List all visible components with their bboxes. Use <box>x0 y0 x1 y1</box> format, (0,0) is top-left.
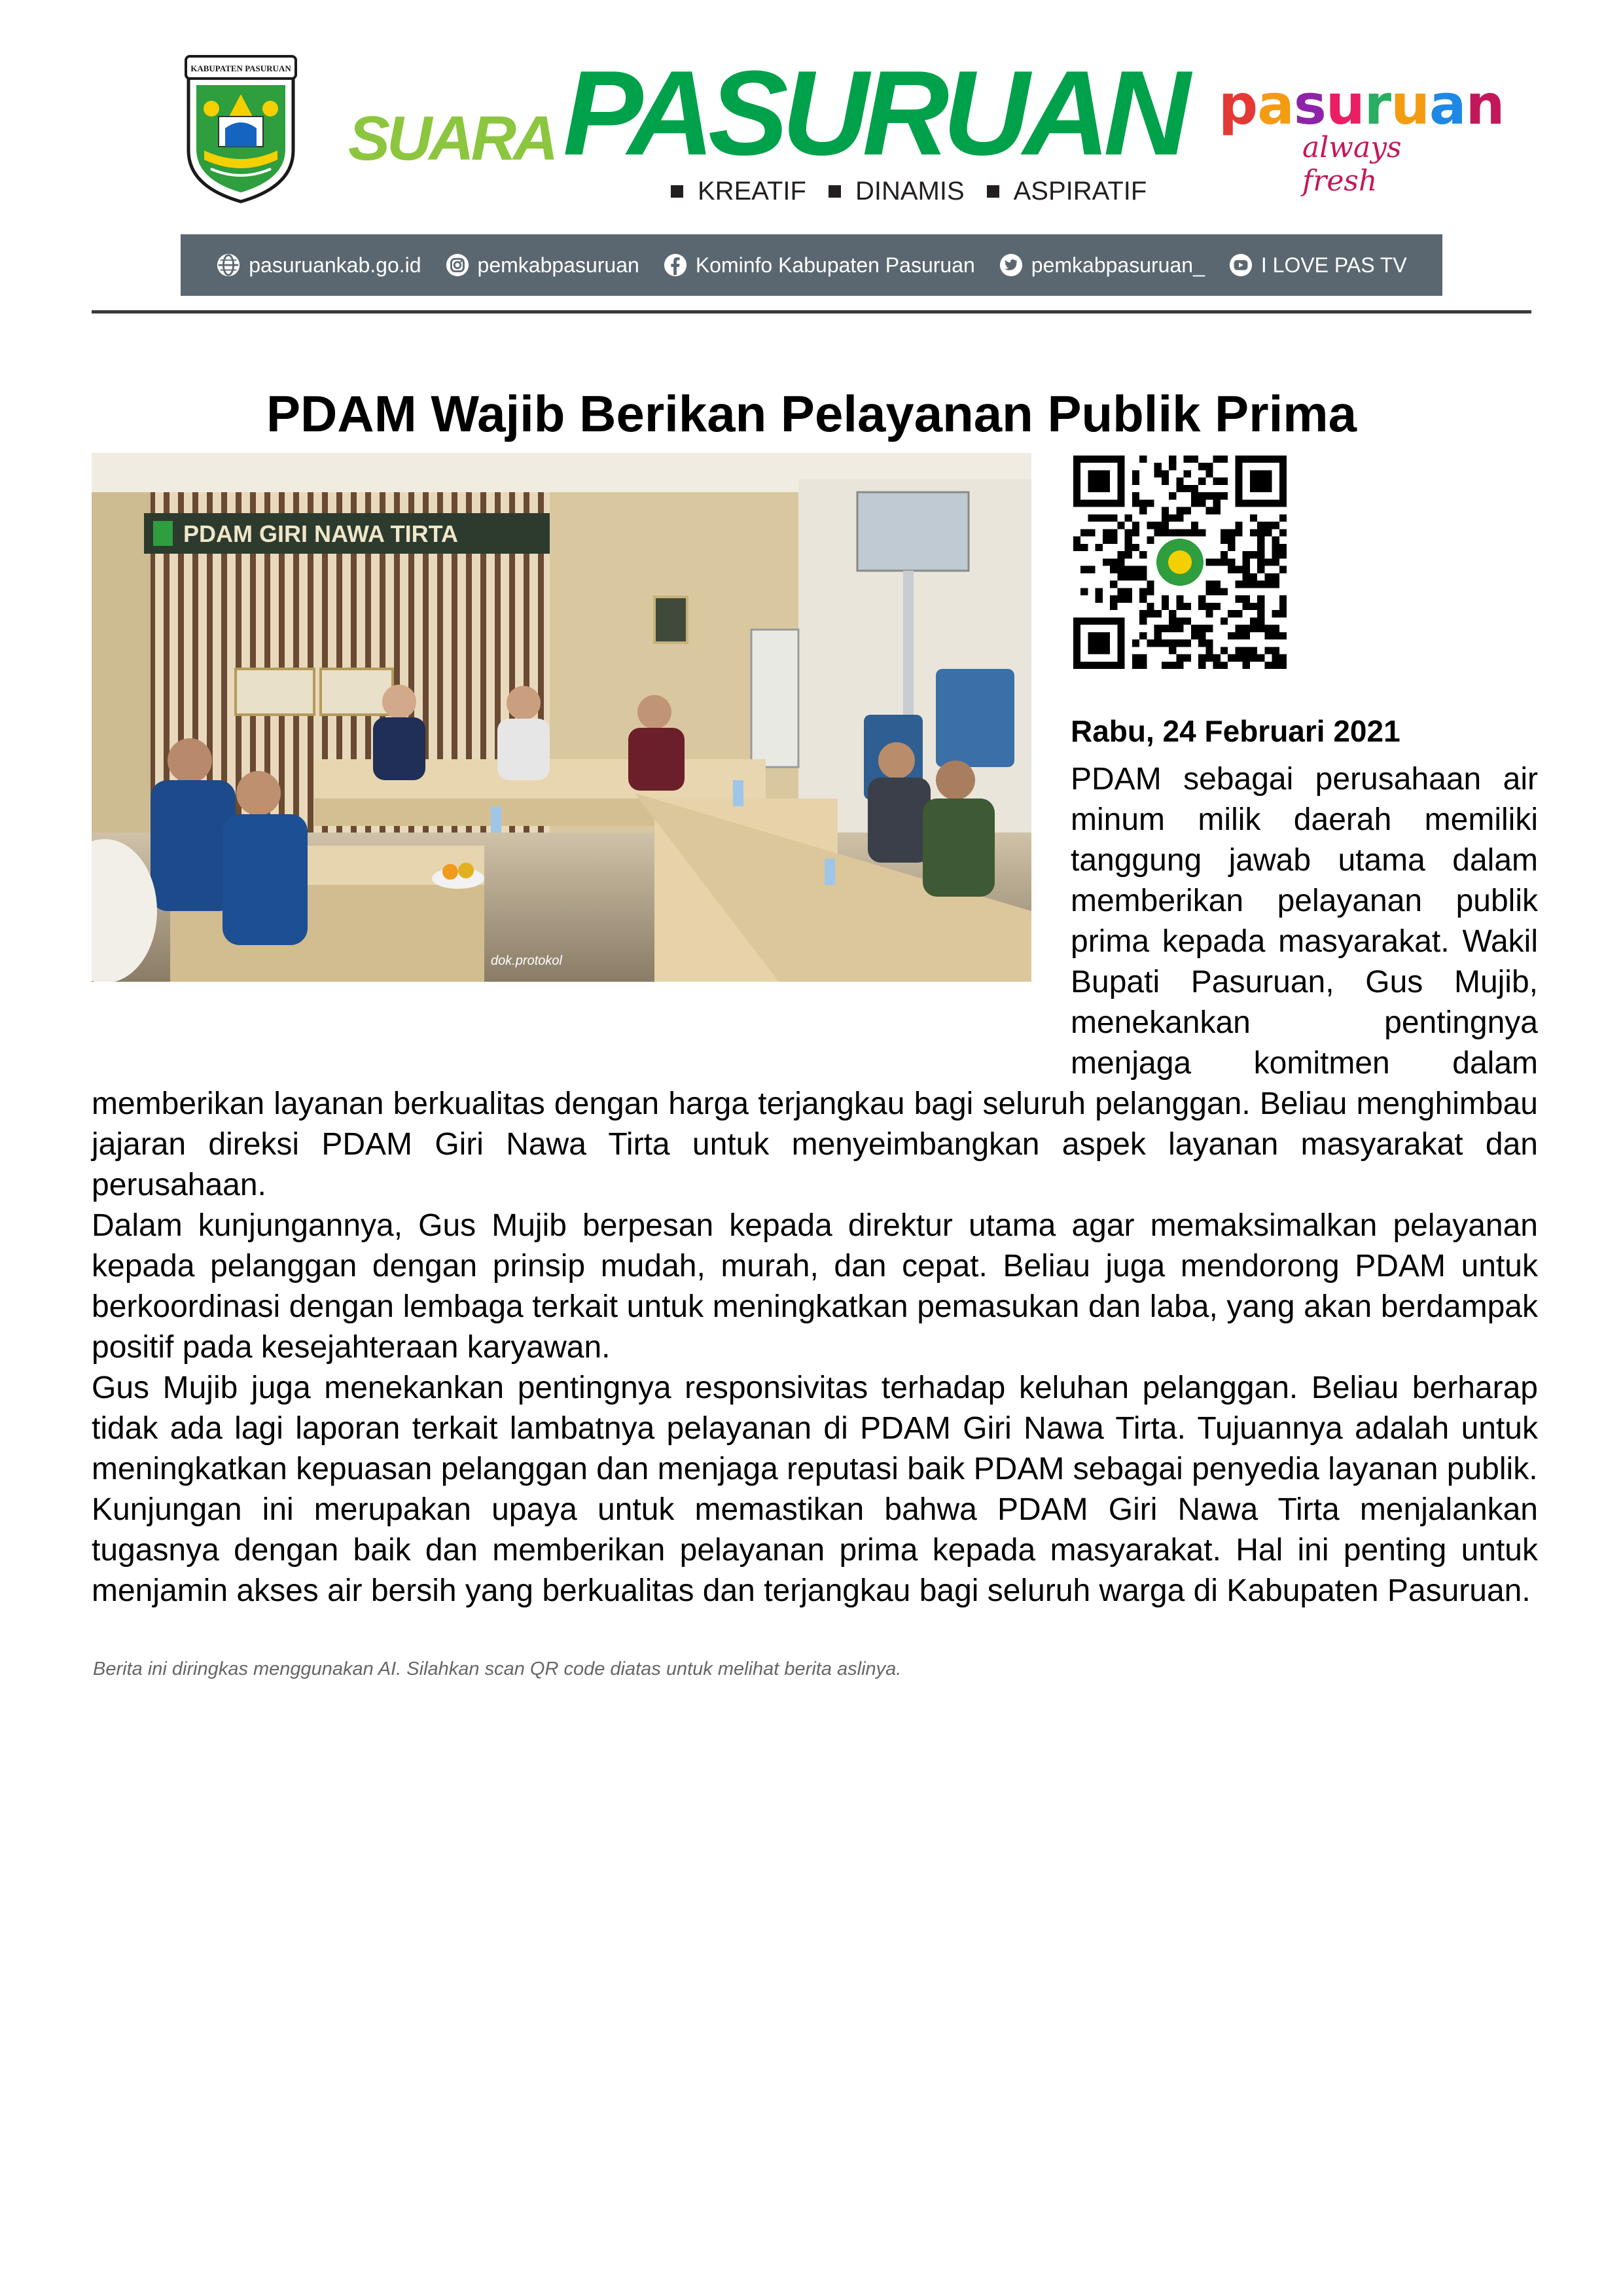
brand-name: PASURUAN <box>563 45 1185 180</box>
globe-icon <box>216 253 241 278</box>
tourism-letter: r <box>1364 73 1391 137</box>
article-title: PDAM Wajib Berikan Pelayanan Publik Prima <box>266 385 1357 443</box>
header-divider <box>92 310 1531 314</box>
article-body <box>92 759 1538 1611</box>
social-link-label: pemkabpasuruan_ <box>1031 253 1205 277</box>
social-link-label: pemkabpasuruan <box>477 253 639 277</box>
tagline-word: KREATIF <box>698 177 806 206</box>
kabupaten-crest-logo <box>182 52 300 204</box>
brand-prefix: SUARA <box>348 103 556 173</box>
article-date: Rabu, 24 Februari 2021 <box>1071 714 1400 748</box>
twitter-icon <box>999 253 1024 278</box>
photo-wrap-spacer <box>92 759 1071 1046</box>
social-links-bar <box>181 234 1442 296</box>
social-link-website[interactable] <box>216 253 421 278</box>
ai-summary-footnote: Berita ini diringkas menggunakan AI. Silahkan scan QR code diatas untuk melihat berita aslinya. <box>93 1659 902 1679</box>
article-paragraph: Kunjungan ini merupakan upaya untuk memastikan bahwa PDAM Giri Nawa Tirta menjalankan tugasnya dengan baik dan memberikan pelayanan prima kepada masyarakat. Hal ini penting untuk menjamin akses air bersih yang berkualitas dan terjangkau bagi seluruh warga di Kabupaten Pasuruan. <box>92 1492 1538 1608</box>
pasuruan-always-fresh-logo <box>1219 73 1505 198</box>
article-paragraph: Dalam kunjungannya, Gus Mujib berpesan kepada direktur utama agar memaksimalkan pelayanan kepada pelanggan dengan prinsip mudah, murah, dan cepat. Beliau juga mendorong PDAM untuk berkoordinasi dengan lembaga terkait untuk meningkatkan pemasukan dan laba, yang akan berdampak positif pada kesejahteraan karyawan. <box>92 1208 1538 1365</box>
tagline-word: ASPIRATIF <box>1013 177 1147 206</box>
social-link-instagram[interactable] <box>445 253 639 278</box>
social-link-label: Kominfo Kabupaten Pasuruan <box>695 253 975 277</box>
tourism-wordmark <box>1219 73 1505 137</box>
social-link-label: I LOVE PAS TV <box>1260 253 1407 277</box>
social-link-label: pasuruankab.go.id <box>249 253 421 277</box>
tourism-letter: u <box>1325 73 1364 137</box>
photo-watermark: dok.protokol <box>491 954 562 968</box>
article-paragraph: Gus Mujib juga menekankan pentingnya responsivitas terhadap keluhan pelanggan. Beliau berharap tidak ada lagi laporan terkait lambatnya pelayanan di PDAM Giri Nawa Tirta. Tujuannya adalah untuk meningkatkan kepuasan pelanggan dan menjaga reputasi baik PDAM sebagai penyedia layanan publik. <box>92 1371 1538 1486</box>
suara-pasuruan-wordmark <box>347 45 1185 211</box>
tourism-letter: n <box>1465 73 1505 137</box>
instagram-icon <box>445 253 470 278</box>
qr-code[interactable] <box>1073 456 1287 669</box>
photo-sign-text: PDAM GIRI NAWA TIRTA <box>183 520 458 547</box>
article-paragraph: PDAM sebagai perusahaan air minum milik daerah memiliki tanggung jawab utama dalam memberikan pelayanan publik prima kepada masyarakat. Wakil Bupati Pasuruan, Gus Mujib, menekankan pentingnya menjaga komitmen dalam memberikan layanan berkualitas dengan harga terjangkau bagi seluruh pelanggan. Beliau menghimbau jajaran direksi PDAM Giri Nawa Tirta untuk menyeimbangkan aspek layanan masyarakat dan perusahaan. <box>92 762 1538 1202</box>
youtube-icon <box>1228 253 1253 278</box>
social-link-twitter[interactable] <box>999 253 1205 278</box>
tourism-letter: a <box>1257 73 1294 137</box>
social-link-facebook[interactable] <box>663 253 975 278</box>
tourism-letter: s <box>1293 73 1326 137</box>
tagline <box>671 177 1169 206</box>
bullet-square-icon <box>671 185 683 198</box>
tourism-letter: p <box>1219 73 1258 137</box>
tourism-letter: a <box>1429 73 1466 137</box>
social-link-youtube[interactable] <box>1228 253 1407 278</box>
facebook-icon <box>663 253 688 278</box>
tagline-word: DINAMIS <box>855 177 965 206</box>
bullet-square-icon <box>829 185 841 198</box>
tourism-subtitle: always fresh <box>1302 131 1402 198</box>
bullet-square-icon <box>987 185 999 198</box>
svg-text:KABUPATEN PASURUAN: KABUPATEN PASURUAN <box>190 63 291 73</box>
tourism-letter: u <box>1391 73 1429 137</box>
